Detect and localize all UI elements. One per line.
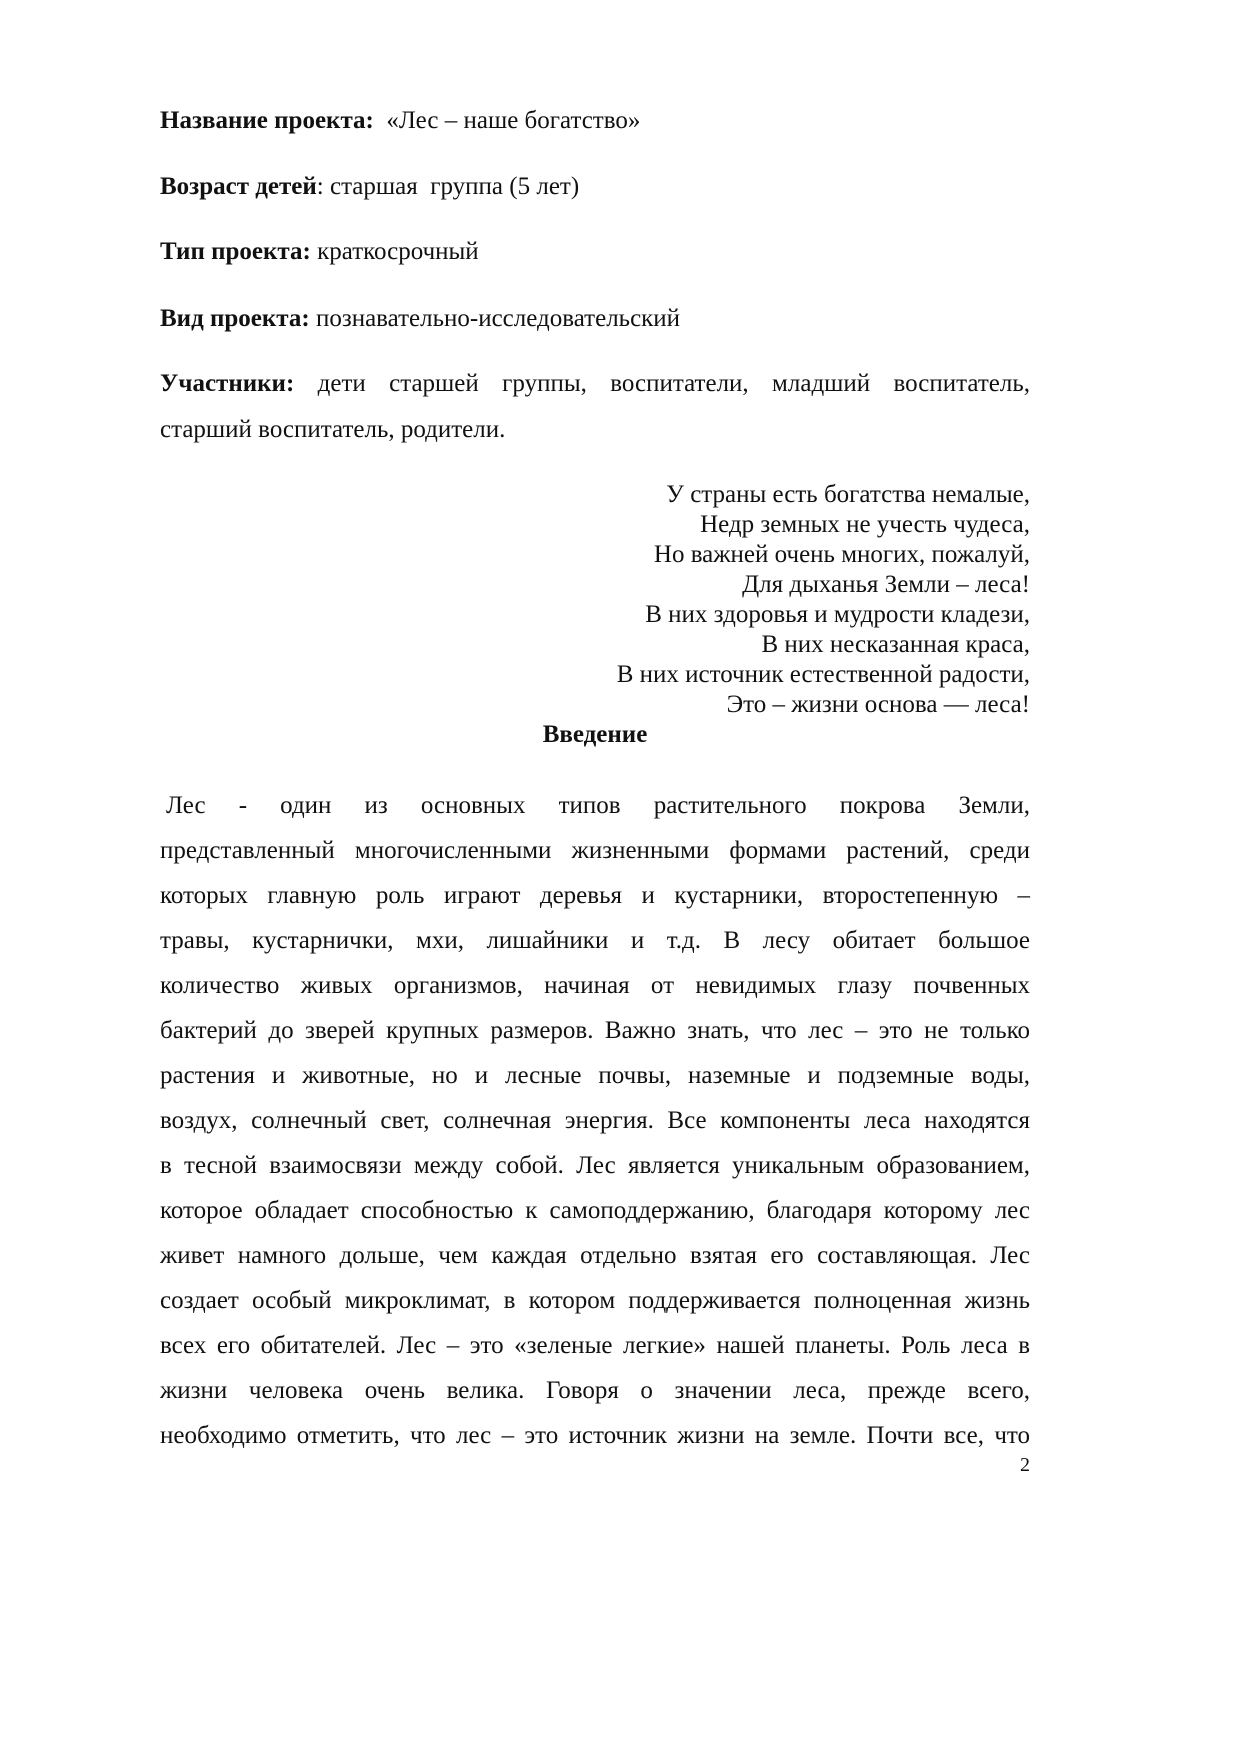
body-line: необходимо отметить, что лес – это источник жизни на земле. Почти все, что (160, 1422, 1030, 1449)
body-line: в тесной взаимосвязи между собой. Лес является уникальным образованием, (160, 1152, 1030, 1179)
poem-line: Но важней очень многих, пожалуй, (653, 541, 1030, 568)
poem-line: У страны есть богатства немалые, (666, 481, 1030, 508)
body-line: представленный многочисленными жизненными формами растений, среди (160, 837, 1030, 864)
body-line: всех его обитателей. Лес – это «зеленые легкие» нашей планеты. Роль леса в (160, 1332, 1030, 1359)
body-line: травы, кустарнички, мхи, лишайники и т.д. В лесу обитает большое (160, 927, 1030, 954)
field-value: : старшая группа (5 лет) (316, 173, 580, 200)
participants-line-1 (160, 369, 1030, 399)
body-line: количество живых организмов, начиная от невидимых глазу почвенных (160, 972, 1030, 999)
body-line: воздух, солнечный свет, солнечная энергия. Все компоненты леса находятся (160, 1107, 1030, 1134)
field-project-name (160, 106, 640, 136)
field-value: «Лес – наше богатство» (373, 107, 641, 134)
section-title: Введение (542, 721, 648, 748)
participants-label: Участники: (160, 370, 295, 397)
field-value: познавательно-исследовательский (309, 305, 681, 332)
body-line: растения и животные, но и лесные почвы, наземные и подземные воды, (160, 1062, 1030, 1089)
body-line: Лес - один из основных типов растительного покрова Земли, (166, 792, 1030, 819)
field-value: краткосрочный (310, 238, 479, 265)
body-line: бактерий до зверей крупных размеров. Важно знать, что лес – это не только (160, 1017, 1030, 1044)
page-number: 2 (1020, 1454, 1030, 1476)
field-label: Тип проекта: (160, 238, 311, 265)
field-label: Название проекта: (160, 107, 374, 134)
body-line: которых главную роль играют деревья и кустарники, второстепенную – (160, 882, 1030, 909)
participants-text: дети старшей группы, воспитатели, младший воспитатель, (317, 370, 1030, 397)
field-label: Возраст детей (160, 173, 317, 200)
field-project-type (160, 237, 479, 267)
poem-line: Это – жизни основа — леса! (726, 691, 1030, 718)
poem-line: В них здоровья и мудрости кладези, (645, 601, 1030, 628)
poem-line: Для дыханья Земли – леса! (742, 571, 1030, 598)
body-line: которое обладает способностью к самоподдержанию, благодаря которому лес (160, 1197, 1030, 1224)
poem-line: Недр земных не учесть чудеса, (700, 511, 1030, 538)
field-project-kind (160, 304, 680, 334)
participants-line-2: старший воспитатель, родители. (160, 416, 506, 443)
body-line: живет намного дольше, чем каждая отдельно взятая его составляющая. Лес (160, 1242, 1030, 1269)
body-line: создает особый микроклимат, в котором поддерживается полноценная жизнь (160, 1287, 1030, 1314)
field-children-age (160, 172, 579, 202)
field-label: Вид проекта: (160, 305, 310, 332)
poem-line: В них источник естественной радости, (616, 661, 1030, 688)
body-line: жизни человека очень велика. Говоря о значении леса, прежде всего, (160, 1377, 1030, 1404)
poem-line: В них несказанная краса, (761, 631, 1030, 658)
